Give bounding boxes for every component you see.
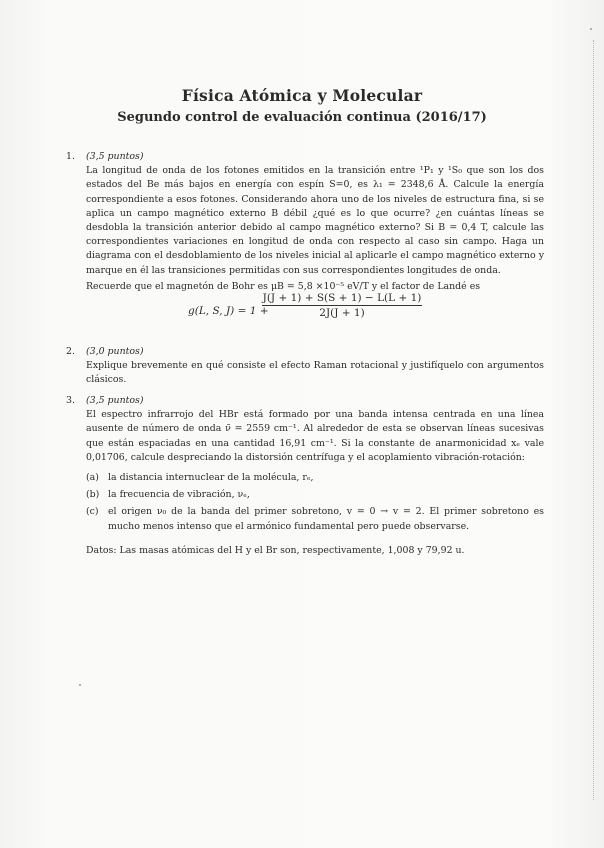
problem-text-2: Recuerde que el magnetón de Bohr es μB = 5,8 ×10⁻⁵ eV/T y el factor de Landé es [86, 280, 481, 292]
scan-speck [79, 684, 81, 686]
formula-fraction [262, 292, 422, 319]
problem-3 [66, 394, 544, 537]
subquestion-text: la frecuencia de vibración, νₑ, [108, 489, 250, 501]
scan-speck [590, 28, 592, 30]
problem-points: (3,0 puntos) [86, 346, 144, 357]
problem-text: El espectro infrarrojo del HBr está formado por una banda intensa centrada en una línea ausente de número de onda ν̃ = 2559 cm⁻¹. Al alrededor de esta se observan líneas sucesivas que están espaciadas en una cantidad 16,91 cm⁻¹. Si la constante de anarmonicidad xₑ vale 0,01706, calcule despreciando la distorsión centrífuga y el acoplamiento vibración-rotación: [86, 409, 544, 463]
exam-subtitle: Segundo control de evaluación continua (2016/17) [117, 110, 487, 125]
problem-text: La longitud de onda de los fotones emitidos en la transición entre ¹P₁ y ¹S₀ que son los dos estados del Be más bajos en energía con espín S=0, es λ₁ = 2348,6 Å. Calcule la energía correspondiente a esos fotones. Considerando ahora uno de los niveles de estructura fina, si se aplica un campo magnético externo B débil ¿qué es lo que ocurre? ¿en cuántas líneas se desdobla la transición anterior debido al campo magnético externo? Si B = 0,4 T, calcule las correspondientes variaciones en longitud de onda con respecto al caso sin campo. Haga un diagrama con el desdoblamiento de los niveles inicial al aplicarle el campo magnético externo y marque en él las transiciones permitidas con sus correspondientes longitudes de onda. [86, 165, 544, 276]
subquestion-c [86, 505, 544, 533]
formula-lhs: g(L, S, J) = 1 + [188, 305, 269, 317]
subquestion-text: la distancia internuclear de la molécula, rₑ, [108, 472, 314, 484]
subquestion-b [86, 488, 544, 502]
problem-points: (3,5 puntos) [86, 395, 144, 406]
data-note: Datos: Las masas atómicas del H y el Br son, respectivamente, 1,008 y 79,92 u. [86, 545, 465, 556]
formula-denominator: 2J(J + 1) [319, 307, 365, 319]
problem-number: 1. [66, 151, 75, 162]
problem-text: Explique brevemente en qué consiste el efecto Raman rotacional y justifíquelo con argumentos clásicos. [86, 360, 544, 386]
problem-number: 3. [66, 395, 75, 406]
problem-points: (3,5 puntos) [86, 151, 144, 162]
problem-2 [66, 345, 544, 388]
lande-formula [188, 292, 488, 336]
page-edge [591, 40, 594, 800]
subquestion-a [86, 471, 544, 485]
subquestion-label: (a) [86, 472, 99, 484]
exam-title: Física Atómica y Molecular [181, 86, 423, 105]
subquestion-text: el origen ν₀ de la banda del primer sobretono, v = 0 → v = 2. El primer sobretono es mucho menos intenso que el armónico fundamental pero puede observarse. [108, 506, 544, 532]
subquestion-label: (c) [86, 506, 99, 518]
problem-1 [66, 150, 544, 294]
formula-numerator: J(J + 1) + S(S + 1) − L(L + 1) [262, 292, 422, 304]
problem-number: 2. [66, 346, 75, 357]
subquestion-list [86, 471, 544, 534]
subquestion-label: (b) [86, 489, 100, 501]
